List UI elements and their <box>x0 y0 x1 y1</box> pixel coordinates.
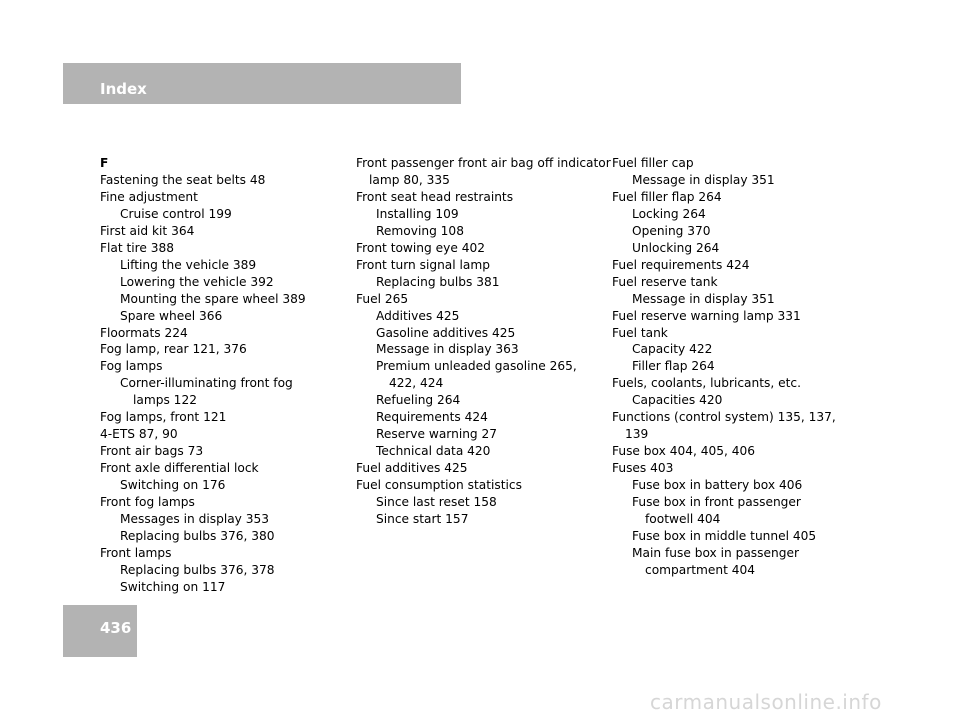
index-entry: Floormats 224 <box>100 325 188 340</box>
index-entry: Fine adjustment <box>100 189 198 204</box>
index-entry: Replacing bulbs 376, 378 <box>120 562 275 577</box>
index-entry: Fuel tank <box>612 325 668 340</box>
index-entry: compartment 404 <box>645 562 756 577</box>
index-entry: Additives 425 <box>376 308 460 323</box>
index-entry: Installing 109 <box>376 206 459 221</box>
index-entry: Cruise control 199 <box>120 206 232 221</box>
index-entry: Message in display 351 <box>632 291 775 306</box>
index-entry: Locking 264 <box>632 206 706 221</box>
index-entry: Fuels, coolants, lubricants, etc. <box>612 376 801 391</box>
index-entry: Front fog lamps <box>100 495 195 510</box>
index-entry: Fuse box in battery box 406 <box>632 478 803 493</box>
index-entry: Functions (control system) 135, 137, <box>612 410 836 425</box>
index-entry: First aid kit 364 <box>100 223 195 238</box>
index-entry: Unlocking 264 <box>632 240 720 255</box>
index-entry: Since last reset 158 <box>376 495 497 510</box>
index-entry: footwell 404 <box>645 512 721 527</box>
index-entry: Fuel filler cap <box>612 156 694 170</box>
index-entry: 139 <box>625 427 649 442</box>
index-column-1 <box>100 155 350 596</box>
index-entry: Corner-illuminating front fog <box>120 376 293 391</box>
index-entry: Requirements 424 <box>376 410 488 425</box>
index-column-2 <box>356 155 611 528</box>
index-entry: Refueling 264 <box>376 393 461 408</box>
index-entry: Fuel filler flap 264 <box>612 189 722 204</box>
index-entry: Filler flap 264 <box>632 359 715 374</box>
index-entry: Fastening the seat belts 48 <box>100 172 266 187</box>
index-entry: Replacing bulbs 376, 380 <box>120 528 275 543</box>
index-entry: Premium unleaded gasoline 265, <box>376 359 577 374</box>
index-entry: lamps 122 <box>133 393 197 408</box>
index-entry: lamp 80, 335 <box>369 172 450 187</box>
header-bar <box>63 63 461 104</box>
index-entry: Replacing bulbs 381 <box>376 274 500 289</box>
index-entry: Front axle differential lock <box>100 461 259 476</box>
index-entry: Fuses 403 <box>612 461 674 476</box>
index-entry: Capacity 422 <box>632 342 713 357</box>
index-entry: Lifting the vehicle 389 <box>120 257 257 272</box>
index-entry: Messages in display 353 <box>120 512 270 527</box>
index-entry: Switching on 117 <box>120 579 226 594</box>
index-entry: Since start 157 <box>376 512 469 527</box>
index-letter-heading: F <box>100 156 109 170</box>
index-column-3 <box>612 155 862 579</box>
index-entry: Fuel 265 <box>356 291 409 306</box>
index-entry: Spare wheel 366 <box>120 308 223 323</box>
page-title: Index <box>100 80 147 98</box>
index-entry: Fog lamp, rear 121, 376 <box>100 342 247 357</box>
index-entry: Message in display 363 <box>376 342 519 357</box>
index-entry: Fuel reserve warning lamp 331 <box>612 308 801 323</box>
index-entry: Fuse box in middle tunnel 405 <box>632 528 817 543</box>
index-entry: Fuel consumption statistics <box>356 478 522 493</box>
index-entry: Lowering the vehicle 392 <box>120 274 274 289</box>
index-entry: Fuel requirements 424 <box>612 257 750 272</box>
index-entry: Message in display 351 <box>632 172 775 187</box>
index-entry: Removing 108 <box>376 223 464 238</box>
index-entry: Opening 370 <box>632 223 711 238</box>
page-number-box <box>63 605 137 657</box>
page-number: 436 <box>100 619 132 637</box>
index-entry: Fuel reserve tank <box>612 274 718 289</box>
index-entry: Gasoline additives 425 <box>376 325 516 340</box>
index-entry: Fuel additives 425 <box>356 461 468 476</box>
index-entry: Main fuse box in passenger <box>632 545 799 560</box>
index-entry: 422, 424 <box>389 376 444 391</box>
index-entry: Reserve warning 27 <box>376 427 498 442</box>
index-entry: Fuse box in front passenger <box>632 495 801 510</box>
watermark: carmanualsonline.info <box>650 690 882 714</box>
index-entry: Fog lamps <box>100 359 163 374</box>
index-entry: 4-ETS 87, 90 <box>100 427 178 442</box>
index-entry: Front seat head restraints <box>356 189 514 204</box>
index-entry: Flat tire 388 <box>100 240 175 255</box>
index-entry: Front turn signal lamp <box>356 257 490 272</box>
index-entry: Front lamps <box>100 545 172 560</box>
index-entry: Switching on 176 <box>120 478 226 493</box>
index-entry: Front passenger front air bag off indicator <box>356 156 611 170</box>
index-entry: Mounting the spare wheel 389 <box>120 291 306 306</box>
index-entry: Front air bags 73 <box>100 444 204 459</box>
index-entry: Fog lamps, front 121 <box>100 410 227 425</box>
index-entry: Capacities 420 <box>632 393 723 408</box>
index-entry: Fuse box 404, 405, 406 <box>612 444 755 459</box>
index-entry: Technical data 420 <box>376 444 491 459</box>
index-entry: Front towing eye 402 <box>356 240 485 255</box>
